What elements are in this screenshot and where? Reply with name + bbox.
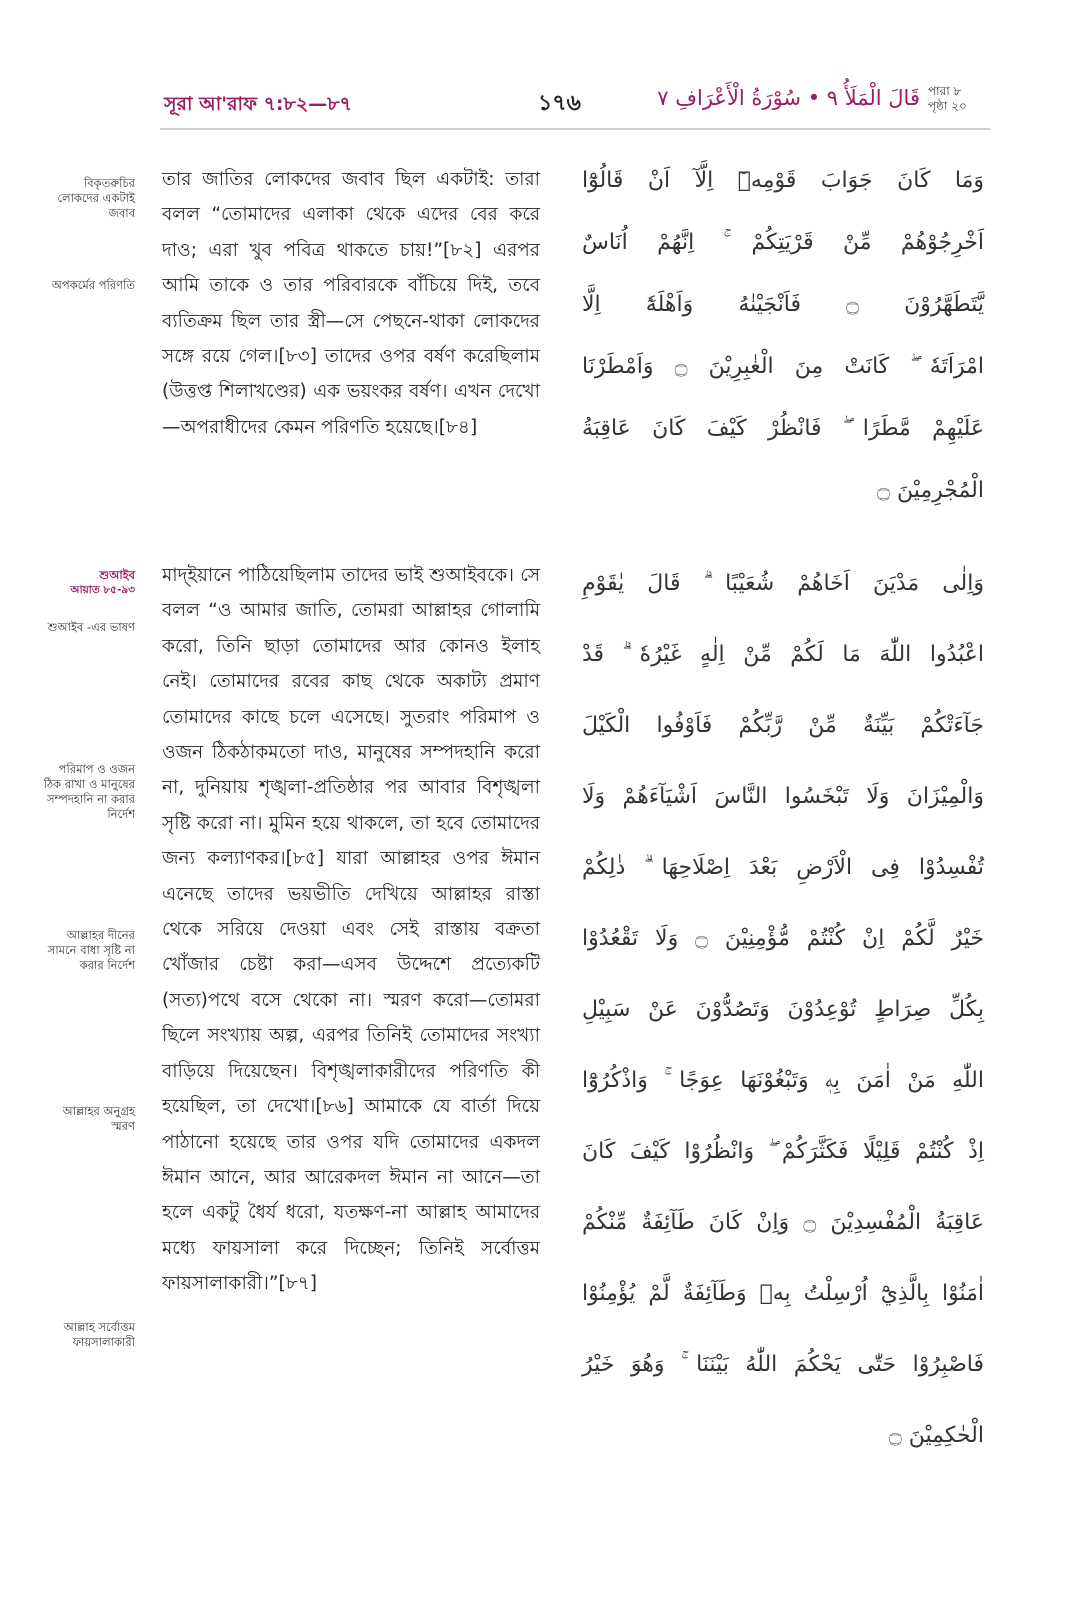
arabic-line: اٰمَنُوْا بِالَّذِيْٓ اُرْسِلْتُ بِهٖ وَطَآئِفَةٌ لَّمْ يُؤْمِنُوْا (582, 1281, 984, 1306)
arabic-line: تُفْسِدُوْا فِى الْاَرْضِ بَعْدَ اِصْلَاحِهَا ۗ ذٰلِكُمْ (582, 855, 984, 880)
arabic-line: اِذْ كُنْتُمْ قَلِيْلًا فَكَثَّرَكُمْ ۖ وَانْظُرُوْا كَيْفَ كَانَ (582, 1139, 984, 1164)
margin-note-shuaib-title: শুআইব (99, 568, 135, 582)
arabic-line: يَّتَطَهَّرُوْنَ ۝ فَاَنْجَيْنٰهُ وَاَهْلَهٗٓ اِلَّا (582, 292, 984, 317)
margin-note-consequence: অপকর্মের পরিণতি (51, 278, 135, 292)
arabic-line: امْرَاَتَهٗ ۖ كَانَتْ مِنَ الْغٰبِرِيْنَ ۝ وَاَمْطَرْنَا (582, 354, 984, 379)
arabic-line: الْحٰكِمِيْنَ ۝ (888, 1423, 984, 1448)
margin-note-measure: পরিমাপ ও ওজন ঠিক রাখা ও মানুষের সম্পদহানি না করার নির্দেশ (43, 762, 135, 821)
arabic-line: خَيْرٌ لَّكُمْ اِنْ كُنْتُمْ مُّؤْمِنِيْنَ ۝ وَلَا تَقْعُدُوْا (582, 926, 984, 951)
arabic-line: اَخْرِجُوْهُمْ مِّنْ قَرْيَتِكُمْ ۚ اِنَّهُمْ اُنَاسٌ (582, 230, 984, 255)
para-label: পারা ৮ (928, 84, 962, 98)
header-divider (160, 128, 990, 130)
margin-note-shuaib-speech: শুআইব -এর ভাষণ (47, 620, 135, 634)
arabic-line: وَمَا كَانَ جَوَابَ قَوْمِهٖٓ اِلَّآ اَنْ قَالُوْٓا (582, 168, 984, 193)
arabic-surah-title: قَالَ الْمَلَأُ ٩ • سُوْرَةُ الْأَعْرَافِ ٧ (657, 86, 920, 110)
page-header (160, 84, 990, 124)
margin-note-favor: আল্লাহর অনুগ্রহ স্মরণ (62, 1104, 135, 1133)
margin-note-obstruction: আল্লাহর দীনের সামনে বাধা সৃষ্টি না করার নির্দেশ (47, 928, 135, 972)
arabic-line: عَاقِبَةُ الْمُفْسِدِيْنَ ۝ وَاِنْ كَانَ طَآئِفَةٌ مِّنْكُمْ (582, 1210, 984, 1235)
arabic-line: اللّٰهِ مَنْ اٰمَنَ بِهٖ وَتَبْغُوْنَهَا عِوَجًا ۚ وَاذْكُرُوْٓا (582, 1068, 984, 1093)
arabic-line: فَاصْبِرُوْا حَتّٰى يَحْكُمَ اللّٰهُ بَيْنَنَا ۚ وَهُوَ خَيْرُ (582, 1352, 984, 1377)
arabic-section-2 (582, 548, 984, 1471)
bengali-section-1: তার জাতির লোকদের জবাব ছিল একটাই: তারা বলল “তোমাদের এলাকা থেকে এদের বের করে দাও; এরা খুব পবিত্র থাকতে চায়!”[৮২] এরপর আমি তাকে ও তার পরিবারকে বাঁচিয়ে দিই, তবে ব্যতিক্রম ছিল তার স্ত্রী—সে পেছনে-থাকা লোকদের সঙ্গে রয়ে গেল।[৮৩] তাদের ওপর বর্ষণ করেছিলাম (উত্তপ্ত শিলাখণ্ডের) এক ভয়ংকর বর্ষণ। এখন দেখো—অপরাধীদের কেমন পরিণতি হয়েছে।[৮৪] (162, 169, 540, 438)
surah-reference: সূরা আ'রাফ ৭:৮২—৮৭ (164, 93, 352, 115)
arabic-line: جَآءَتْكُمْ بَيِّنَةٌ مِّنْ رَّبِّكُمْ فَاَوْفُوا الْكَيْلَ (582, 713, 984, 738)
arabic-section-1 (582, 150, 984, 522)
page-label: পৃষ্ঠা ২০ (928, 99, 967, 113)
margin-note-shuaib (40, 568, 135, 598)
arabic-line: الْمُجْرِمِيْنَ ۝ (877, 478, 984, 503)
arabic-line: عَلَيْهِمْ مَّطَرًا ۖ فَانْظُرْ كَيْفَ كَانَ عَاقِبَةُ (582, 416, 984, 441)
margin-note-single-answer: বিকৃতরুচির লোকদের একটাই জবাব (57, 176, 135, 220)
arabic-line: بِكُلِّ صِرَاطٍ تُوْعِدُوْنَ وَتَصُدُّوْنَ عَنْ سَبِيْلِ (582, 997, 984, 1022)
bengali-section-2: মাদ্ইয়ানে পাঠিয়েছিলাম তাদের ভাই শুআইবকে। সে বলল “ও আমার জাতি, তোমরা আল্লাহর গোলামি করো, তিনি ছাড়া তোমাদের আর কোনও ইলাহ নেই। তোমাদের রবের কাছ থেকে অকাট্য প্রমাণ তোমাদের কাছে চলে এসেছে। সুতরাং পরিমাপ ও ওজন ঠিকঠাকমতো দাও, মানুষের সম্পদহানি করো না, দুনিয়ায় শৃঙ্খলা-প্রতিষ্ঠার পর আবার বিশৃঙ্খলা সৃষ্টি করো না। মুমিন হয়ে থাকলে, তা হবে তোমাদের জন্য কল্যাণকর।[৮৫] যারা আল্লাহর ওপর ঈমান এনেছে তাদের ভয়ভীতি দেখিয়ে আল্লাহর রাস্তা থেকে সরিয়ে দেওয়া এবং সেই রাস্তায় বক্রতা খোঁজার চেষ্টা করা—এসব উদ্দেশে প্রত্যেকটি (সত্য)পথে বসে থেকো না। স্মরণ করো—তোমরা ছিলে সংখ্যায় অল্প, এরপর তিনিই তোমাদের সংখ্যা বাড়িয়ে দিয়েছেন। বিশৃঙ্খলাকারীদের পরিণতি কী হয়েছিল, তা দেখো।[৮৬] আমাকে যে বার্তা দিয়ে পাঠানো হয়েছে তার ওপর যদি তোমাদের একদল ঈমান আনে, আর আরেকদল ঈমান না আনে—তা হলে একটু ধৈর্য ধরো, যতক্ষণ-না আল্লাহ আমাদের মধ্যে ফায়সালা করে দিচ্ছেন; তিনিই সর্বোত্তম ফায়সালাকারী।”[৮৭] (162, 565, 540, 1295)
arabic-line: وَالْمِيْزَانَ وَلَا تَبْخَسُوا النَّاسَ اَشْيَآءَهُمْ وَلَا (582, 784, 984, 809)
arabic-line: اعْبُدُوا اللّٰهَ مَا لَكُمْ مِّنْ اِلٰهٍ غَيْرُهٗ ۗ قَدْ (582, 642, 984, 667)
margin-note-verses: আয়াত ৮৫-৯৩ (70, 584, 135, 596)
arabic-line: وَاِلٰى مَدْيَنَ اَخَاهُمْ شُعَيْبًا ۗ قَالَ يٰقَوْمِ (582, 571, 984, 596)
para-page-info (928, 84, 990, 114)
margin-note-best-judge: আল্লাহ সর্বোত্তম ফায়সালাকারী (63, 1320, 135, 1349)
page-number: ১৭৬ (538, 91, 581, 116)
